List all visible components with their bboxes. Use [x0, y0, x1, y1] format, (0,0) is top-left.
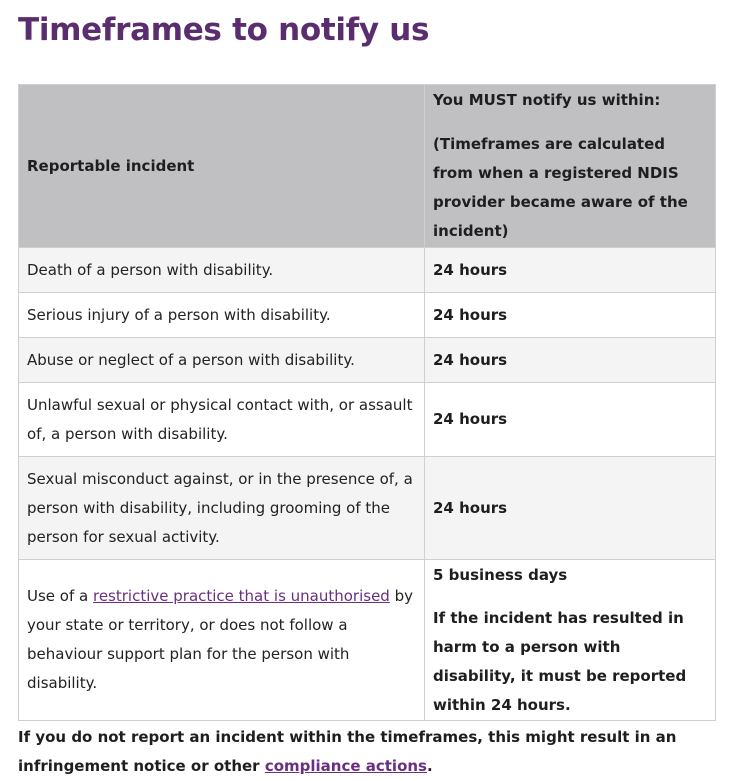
table-header-row — [19, 85, 716, 248]
incident-cell: Sexual misconduct against, or in the presence of, a person with disability, including grooming of the person for sexual activity. — [19, 457, 425, 560]
incident-cell — [19, 560, 425, 721]
table-row — [19, 293, 716, 338]
incident-cell: Unlawful sexual or physical contact with, or assault of, a person with disability. — [19, 383, 425, 457]
incident-cell: Death of a person with disability. — [19, 248, 425, 293]
timeframe-cell: 24 hours — [425, 338, 716, 383]
timeframe-harm-note: If the incident has resulted in harm to a person with disability, it must be reported within 24 hours. — [433, 608, 687, 714]
header-timeframe-note: (Timeframes are calculated from when a registered NDIS provider became aware of the incident) — [433, 135, 688, 240]
incident-text-after: by your state or territory, or does not follow a behaviour support plan for the person with disability. — [27, 587, 413, 692]
header-reportable-incident: Reportable incident — [19, 85, 425, 248]
timeframe-cell — [425, 560, 716, 721]
header-notify-within-label: You MUST notify us within: — [433, 91, 661, 109]
compliance-actions-link[interactable]: compliance actions — [264, 757, 427, 775]
timeframes-table — [18, 84, 716, 721]
timeframe-cell: 24 hours — [425, 248, 716, 293]
note-text-before: If you do not report an incident within the timeframes, this might result in an infringement notice or other — [18, 728, 677, 775]
table-row — [19, 248, 716, 293]
timeframe-cell: 24 hours — [425, 293, 716, 338]
incident-text-before: Use of a — [27, 587, 93, 605]
table-row — [19, 383, 716, 457]
note-text-after: . — [427, 757, 433, 775]
header-notify-within — [425, 85, 716, 248]
table-row — [19, 457, 716, 560]
restrictive-practice-link[interactable]: restrictive practice that is unauthorised — [92, 587, 390, 605]
infringement-note — [18, 723, 718, 781]
incident-cell: Serious injury of a person with disability. — [19, 293, 425, 338]
page-title: Timeframes to notify us — [18, 12, 430, 48]
timeframe-value: 5 business days — [433, 565, 568, 584]
table-row — [19, 560, 716, 721]
timeframe-cell: 24 hours — [425, 457, 716, 560]
timeframe-cell: 24 hours — [425, 383, 716, 457]
table-row — [19, 338, 716, 383]
incident-cell: Abuse or neglect of a person with disability. — [19, 338, 425, 383]
